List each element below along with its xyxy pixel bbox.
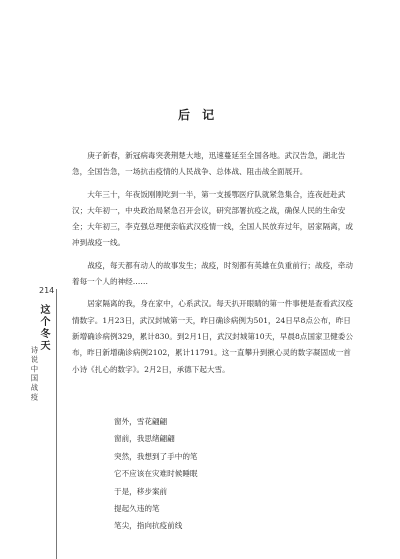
paragraph: 居家隔离的我，身在家中，心系武汉。每天扒开眼睛的第一件事便是查看武汉疫情数字。1月23日，武汉封城第一天，昨日确诊病例为501，24日早8点公布，昨日新增确诊病例329，累计830。到2月1日，武汉封城第10天，早晨8点国家卫健委公布，昨日新增确诊病例2102，累计11791。这一直攀升到揪心灵的数字凝固成一首小诗《扎心的数字》。2月2日，承德下起大雪。: [72, 299, 353, 374]
poem-line: 窗外，雪花翩翩: [114, 417, 168, 426]
paragraph: 大年三十，年夜饭刚刚吃到一半，第一支援鄂医疗队就紧急集合，连夜赶赴武汉；大年初一，中央政治局紧急召开会议，研究部署抗疫之战，确保人民的生命安全；大年初三，李克强总理便亲临武汉疫情一线，全国人民放弃过年，居家隔离，或冲到战疫一线。: [72, 189, 353, 248]
paragraph: 庚子新春，新冠病毒突袭荆楚大地，迅速蔓延至全国各地。武汉告急，湖北告急，全国告急，一场抗击疫情的人民战争、总体战、阻击战全面展开。: [72, 151, 346, 177]
page-number: 214: [39, 286, 55, 295]
poem-line: 它不应该在灾难时候睡眠: [114, 469, 198, 479]
poem-line: 笔尖，指向抗疫前线: [114, 521, 183, 531]
margin-divider-line: [56, 289, 57, 559]
poem-line: 窗前，我思绪翩翩: [114, 434, 175, 444]
poem-excerpt: [114, 413, 198, 535]
running-series-title: 这个冬天: [38, 304, 49, 352]
poem-line: 提起久违的笔: [114, 504, 160, 514]
running-book-subtitle: 诗说中国战疫: [30, 346, 39, 403]
poem-line: 于是，移步案前: [114, 486, 168, 496]
paragraph: 战疫，每天都有动人的故事发生；战疫，时刻都有英雄在负重前行；战疫，牵动着每一个人的神经……: [72, 260, 353, 287]
afterword-body: [72, 148, 358, 378]
chapter-heading: 后 记: [178, 108, 219, 122]
poem-line: 突然，我想到了手中的笔: [114, 451, 198, 461]
